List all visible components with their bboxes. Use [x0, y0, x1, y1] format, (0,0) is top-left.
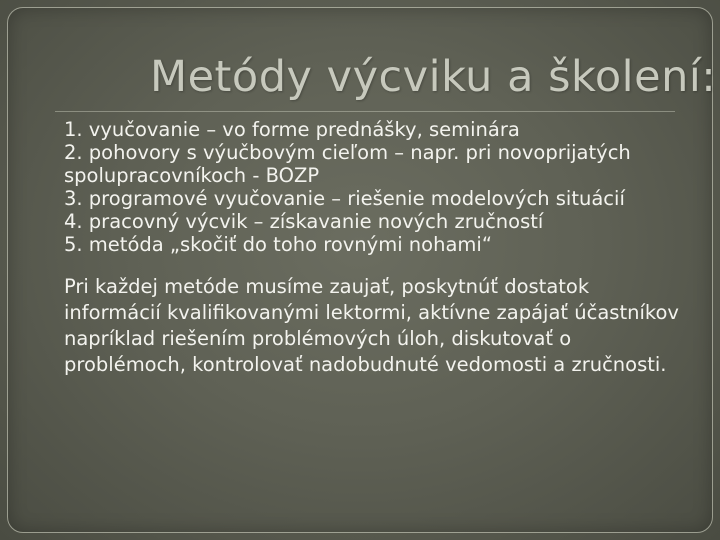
spacer [0, 256, 700, 274]
slide-title: Metódy výcviku a školení: [150, 52, 717, 102]
list-item [0, 210, 684, 233]
list-item [0, 233, 684, 256]
list-item-text: 5. metóda „skočiť do toho rovnými nohami“ [64, 233, 492, 256]
list-item-text: 4. pracovný výcvik – získavanie nových zručností [64, 210, 544, 233]
list-item-text: 3. programové vyučovanie – riešenie modelových situácií [64, 187, 625, 210]
title-divider [55, 111, 675, 112]
list-item [0, 187, 684, 210]
list-item-text: 2. pohovory s výučbovým cieľom – napr. pri novoprijatých spolupracovníkoch - BOZP [64, 141, 631, 187]
list-item [0, 141, 684, 187]
slide-content [0, 118, 700, 378]
paragraph-item [0, 274, 684, 378]
list-item-text: 1. vyučovanie – vo forme prednášky, seminára [64, 118, 520, 141]
list-item [0, 118, 684, 141]
paragraph-text: Pri každej metóde musíme zaujať, poskytnúť dostatok informácií kvalifikovanými lektormi, aktívne zapájať účastníkov napríklad riešením problémových úloh, diskutovať o problémoch, kontrolovať nadobudnuté vedomosti a zručnosti. [64, 275, 679, 376]
